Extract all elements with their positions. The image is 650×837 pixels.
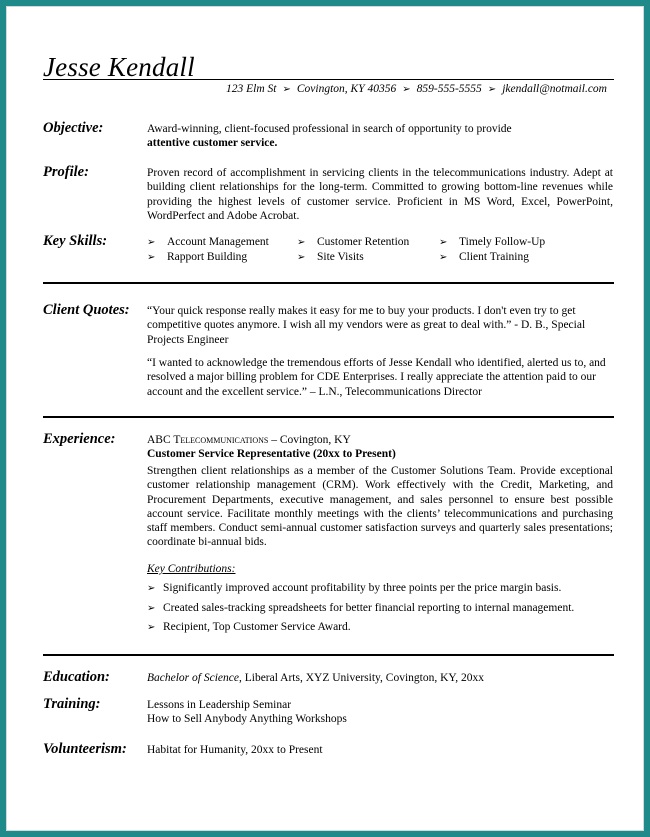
skill-item: ➢ Timely Follow-Up: [439, 235, 587, 250]
education-label: Education:: [43, 669, 110, 685]
contact-line: [226, 82, 607, 97]
skill-item: ➢ Customer Retention: [297, 235, 439, 250]
objective-line-2: attentive customer service.: [147, 137, 278, 150]
section-divider: [43, 282, 614, 284]
client-quote-1: “Your quick response really makes it easy for me to buy your products. I don't even try to get competitive quotes anymore. I wish all my vendors were as great to deal with.” - D. B., Special Projects Engineer: [147, 305, 586, 346]
skill-item: ➢ Site Visits: [297, 250, 439, 265]
arrow-bullet-icon: ➢: [282, 84, 291, 95]
client-quote-2: “I wanted to acknowledge the tremendous efforts of Jesse Kendall who identified, alerted us to, and resolved a major billing problem for CDE Enterprises. I really appreciate the attention paid to our account and the excellent service.” – L.N., Telecommunications Director: [147, 357, 606, 398]
skill-item: ➢ Rapport Building: [147, 250, 297, 265]
volunteerism-text: Habitat for Humanity, 20xx to Present: [147, 744, 323, 756]
key-skills-list: [147, 235, 587, 266]
profile-text: Proven record of accomplishment in servicing clients in the telecommunications industry. Adept at building client relationships for the long-term. Committed to growing bottom-line revenues while providing the highest levels of customer service. Proficient in MS Word, Excel, PowerPoint, WordPerfect and Adobe Acrobat.: [147, 167, 613, 222]
client-quotes-label: Client Quotes:: [43, 302, 130, 318]
profile-label: Profile:: [43, 164, 89, 180]
resume-page: [6, 6, 644, 831]
phone: 859-555-5555: [416, 83, 482, 95]
arrow-bullet-icon: ➢: [147, 583, 156, 594]
education-text: [147, 671, 613, 685]
objective-line-1: Award-winning, client-focused professional in search of opportunity to provide: [147, 123, 512, 135]
company-name: ABC Telecommunications: [147, 434, 269, 446]
key-contributions-heading: Key Contributions:: [147, 563, 236, 575]
experience-employer: [147, 433, 613, 447]
arrow-bullet-icon: ➢: [147, 237, 156, 248]
arrow-bullet-icon: ➢: [147, 622, 156, 633]
arrow-bullet-icon: ➢: [487, 84, 497, 95]
training-line-1: Lessons in Leadership Seminar: [147, 699, 292, 711]
arrow-bullet-icon: ➢: [147, 603, 156, 614]
arrow-bullet-icon: ➢: [147, 252, 156, 264]
experience-label: Experience:: [43, 431, 116, 447]
degree: Bachelor of Science: [147, 672, 239, 684]
training-text: [147, 698, 613, 727]
training-label: Training:: [43, 696, 101, 712]
skill-item: ➢ Account Management: [147, 235, 297, 250]
resume-name: Jesse Kendall: [43, 52, 195, 82]
section-divider: [43, 416, 614, 418]
objective-text: [147, 122, 613, 151]
education-details: , Liberal Arts, XYZ University, Covington, KY, 20xx: [238, 672, 484, 684]
city: Covington, KY 40356: [296, 83, 397, 95]
contribution-item: ➢ Created sales-tracking spreadsheets for better financial reporting to internal management.: [147, 601, 613, 616]
arrow-bullet-icon: ➢: [402, 84, 411, 95]
section-divider: [43, 654, 614, 656]
arrow-bullet-icon: ➢: [297, 252, 306, 264]
arrow-bullet-icon: ➢: [439, 237, 448, 248]
job-description: Strengthen client relationships as a member of the Customer Solutions Team. Provide exceptional customer relationship management (CRM). Work effectively with the Credit, Marketing, and Procurement Departments, executive management, and sales personnel to ensure best possible account service. Facilitate monthly meetings with the clients’ telecommunications and purchasing staff members. Conduct semi-annual customer satisfaction surveys and quarterly sales presentations; coordinate bi-annual bids.: [147, 465, 613, 549]
skill-item: ➢ Client Training: [439, 250, 587, 265]
header-rule: [43, 79, 614, 80]
arrow-bullet-icon: ➢: [439, 252, 448, 264]
training-line-2: How to Sell Anybody Anything Workshops: [147, 713, 347, 726]
contribution-item: ➢ Significantly improved account profitability by three points per the price margin basis.: [147, 581, 613, 596]
arrow-bullet-icon: ➢: [297, 237, 306, 248]
key-skills-label: Key Skills:: [43, 233, 108, 249]
address: 123 Elm St: [226, 83, 277, 95]
volunteerism-label: Volunteerism:: [43, 741, 127, 757]
contribution-item: ➢ Recipient, Top Customer Service Award.: [147, 620, 613, 635]
job-title: Customer Service Representative (20xx to Present): [147, 448, 396, 460]
objective-label: Objective:: [43, 120, 104, 136]
email[interactable]: jkendall@notmail.com: [502, 83, 607, 95]
company-location: – Covington, KY: [268, 434, 351, 446]
